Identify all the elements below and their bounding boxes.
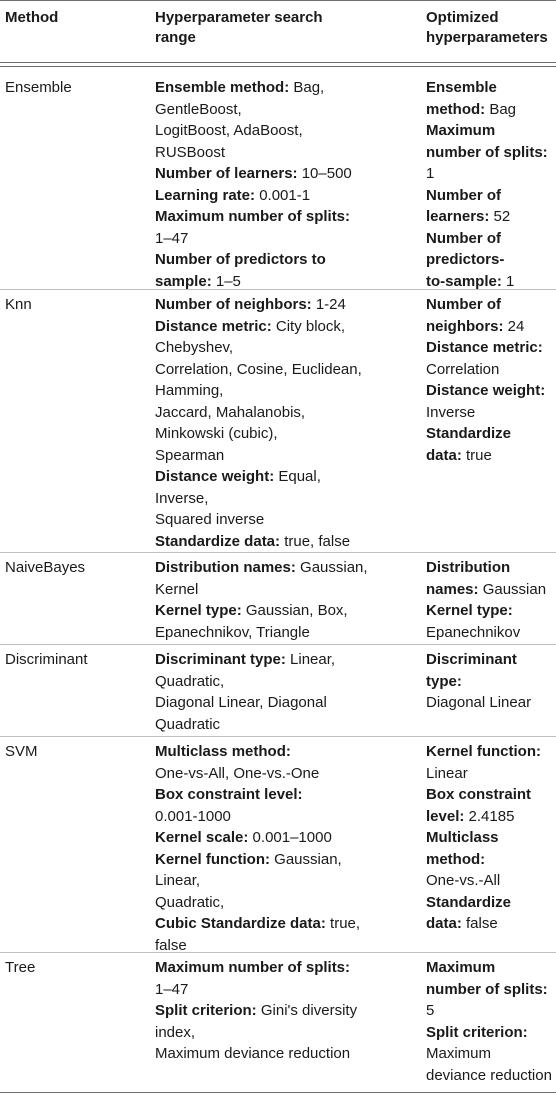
optimized-cell: Distribution names: Gaussian Kernel type: Epanechnikov <box>426 559 547 641</box>
header-method: Method <box>5 9 59 26</box>
method-cell: Tree <box>5 959 36 976</box>
row-divider <box>0 952 556 953</box>
header-rule <box>0 62 556 67</box>
search-range-cell: Number of neighbors: 1-24 Distance metric: City block, Chebyshev, Correlation, Cosine, Euclidean, Hamming, Jaccard, Mahalanobis, Minkowski (cubic), Spearman Distance weight: Equal, Inverse, Squared inverse Standardize data: true, false <box>155 296 362 550</box>
search-range-cell: Ensemble method: Bag, GentleBoost, LogitBoost, AdaBoost, RUSBoost Number of learners: 10–500 Learning rate: 0.001-1 Maximum number of splits: 1–47 Number of predictors to sample: 1–5 <box>155 79 352 290</box>
optimized-cell: Maximum number of splits: 5 Split criterion: Maximum deviance reduction <box>426 959 552 1084</box>
header-optimized: Optimized hyperparameters <box>426 9 548 46</box>
row-divider <box>0 552 556 553</box>
optimized-cell: Ensemble method: Bag Maximum number of splits: 1 Number of learners: 52 Number of predictors- to-sample: 1 <box>426 79 548 290</box>
method-cell: Ensemble <box>5 79 72 96</box>
optimized-cell: Discriminant type: Diagonal Linear <box>426 651 532 711</box>
search-range-cell: Maximum number of splits: 1–47 Split criterion: Gini's diversity index, Maximum deviance reduction <box>155 959 358 1062</box>
method-cell: SVM <box>5 743 38 760</box>
row-divider <box>0 736 556 737</box>
search-range-cell: Discriminant type: Linear, Quadratic, Diagonal Linear, Diagonal Quadratic <box>155 651 336 733</box>
method-cell: Knn <box>5 296 32 313</box>
search-range-cell: Multiclass method: One-vs-All, One-vs.-One Box constraint level: 0.001-1000 Kernel scale: 0.001–1000 Kernel function: Gaussian, Linear, Quadratic, Cubic Standardize data: true, false <box>155 743 361 954</box>
optimized-cell: Number of neighbors: 24 Distance metric: Correlation Distance weight: Inverse Standardize data: true <box>426 296 546 464</box>
table-top-rule <box>0 0 556 1</box>
method-cell: NaiveBayes <box>5 559 86 576</box>
row-divider <box>0 644 556 645</box>
header-search-range: Hyperparameter search range <box>155 9 323 46</box>
row-divider <box>0 289 556 290</box>
search-range-cell: Distribution names: Gaussian, Kernel Kernel type: Gaussian, Box, Epanechnikov, Triangle <box>155 559 368 641</box>
method-cell: Discriminant <box>5 651 88 668</box>
table-bottom-rule <box>0 1092 556 1093</box>
optimized-cell: Kernel function: Linear Box constraint level: 2.4185 Multiclass method: One-vs.-All Standardize data: false <box>426 743 541 932</box>
